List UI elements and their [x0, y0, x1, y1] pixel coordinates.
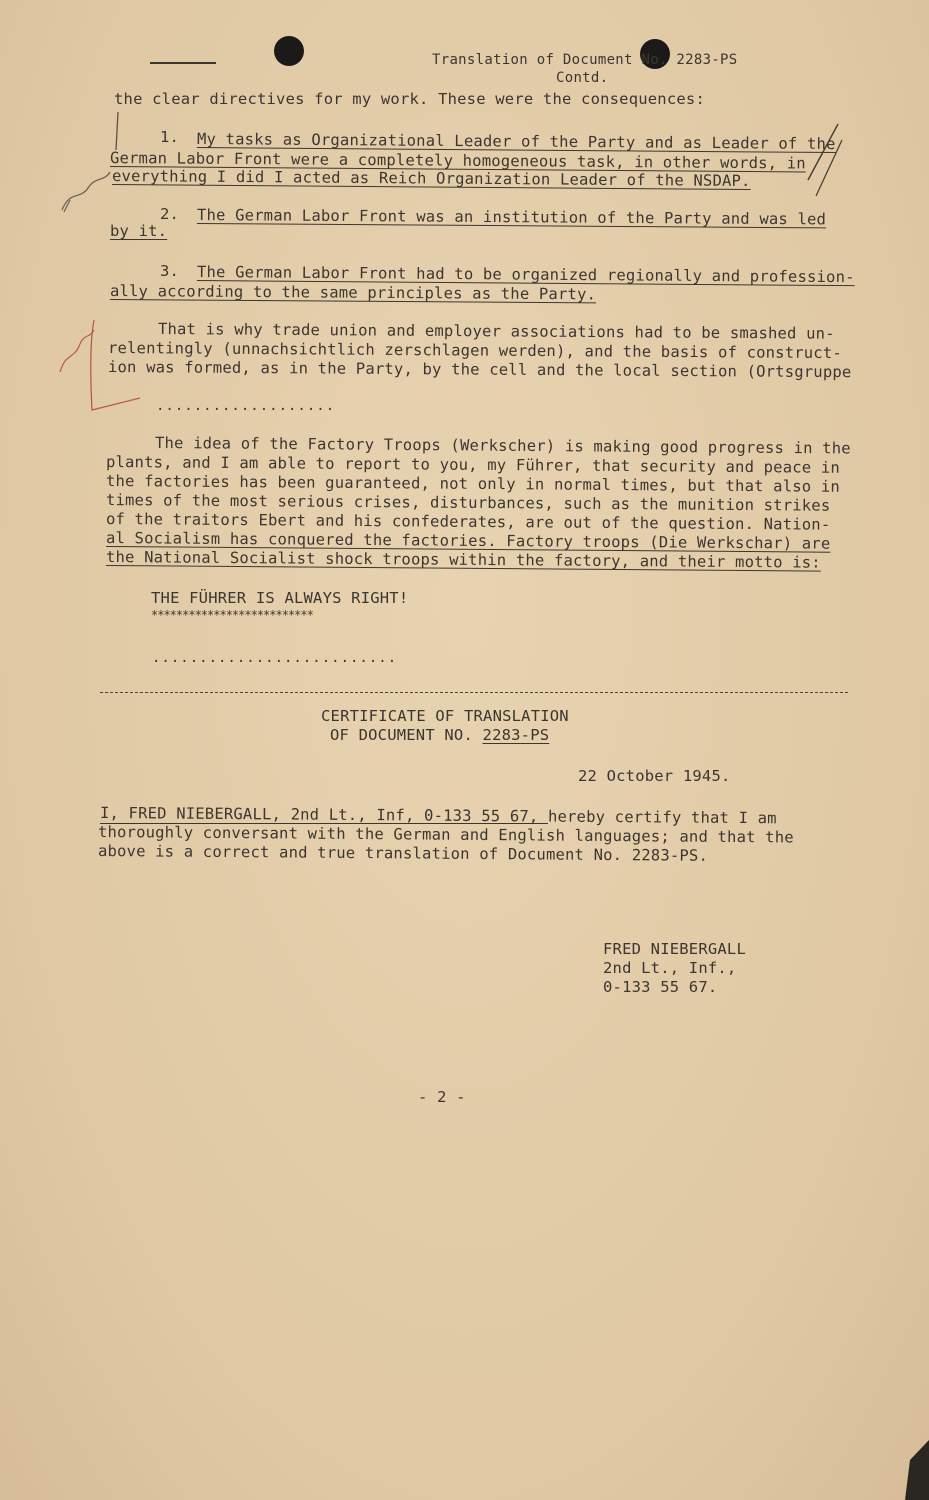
unions-paragraph-line: ion was formed, as in the Party, by the cell and the local section (Ortsgruppe [107, 358, 852, 382]
point-1-line: My tasks as Organizational Leader of the Party and as Leader of the [196, 130, 836, 154]
certificate-body-line: I, FRED NIEBERGALL, 2nd Lt., Inf, 0-133 55 67, hereby certify that I am [99, 804, 777, 828]
unions-paragraph-line: relentingly (unnachsichtlich zerschlagen werden), and the basis of construct- [107, 339, 842, 363]
point-2-number: 2. [160, 205, 180, 223]
point-1-line: everything I did I acted as Reich Organization Leader of the NSDAP. [111, 167, 751, 191]
pencil-slash [816, 140, 842, 196]
troops-paragraph-line: al Socialism has conquered the factories. Factory troops (Die Werkschar) are [105, 529, 831, 553]
troops-paragraph-line: plants, and I am able to report to you, my Führer, that security and peace in [105, 453, 841, 477]
certificate-title: CERTIFICATE OF TRANSLATION [321, 707, 569, 725]
troops-paragraph-line: the National Socialist shock troops within the factory, and their motto is: [105, 548, 821, 572]
point-1-number: 1. [160, 128, 180, 146]
troops-paragraph-line: times of the most serious crises, disturbances, such as the munition strikes [105, 491, 831, 515]
intro-line: the clear directives for my work. These were the consequences: [114, 90, 705, 108]
certificate-body-line: above is a correct and true translation of Document No. 2283-PS. [97, 842, 709, 865]
margin-pencil-line [116, 112, 118, 150]
certificate-date: 22 October 1945. [578, 767, 731, 785]
continued-label: Contd. [556, 70, 609, 86]
omission-dots: ................... [156, 398, 336, 414]
signature-rank: 2nd Lt., Inf., [603, 959, 737, 977]
certificate-doc-number: 2283-PS [482, 726, 550, 744]
pencil-slash [808, 124, 838, 180]
document-title: Translation of Document No. 2283-PS [432, 52, 738, 68]
margin-checkmark [62, 172, 110, 210]
point-3-line: ally according to the same principles as the Party. [109, 282, 597, 304]
point-2-line: by it. [110, 222, 168, 240]
point-1-line: German Labor Front were a completely homogeneous task, in other words, in [109, 149, 806, 173]
certificate-subtitle-prefix: OF DOCUMENT NO. [330, 726, 473, 744]
point-3-line: The German Labor Front had to be organized regionally and profession- [196, 263, 855, 287]
motto-underline: ************************** [151, 608, 313, 622]
page-number: - 2 - [418, 1088, 466, 1106]
certificate-body-line: thoroughly conversant with the German and English languages; and that the [97, 823, 794, 847]
corner-tear [905, 1440, 929, 1500]
motto: THE FÜHRER IS ALWAYS RIGHT! [151, 589, 409, 607]
signature-name: FRED NIEBERGALL [603, 940, 746, 958]
point-2-line: The German Labor Front was an institution of the Party and was led [196, 206, 827, 229]
troops-paragraph-line: the factories has been guaranteed, not only in normal times, but that also in [105, 472, 841, 496]
troops-paragraph-line: of the traitors Ebert and his confederates, are out of the question. Nation- [105, 510, 831, 534]
troops-paragraph-line: The idea of the Factory Troops (Werkscher) is making good progress in the [154, 434, 851, 458]
signature-serial: 0-133 55 67. [603, 978, 718, 996]
point-3-number: 3. [160, 262, 180, 280]
omission-dots: .......................... [152, 650, 398, 666]
red-checkmark [60, 330, 94, 372]
unions-paragraph-line: That is why trade union and employer associations had to be smashed un- [157, 320, 835, 343]
red-margin-bracket [91, 320, 140, 410]
